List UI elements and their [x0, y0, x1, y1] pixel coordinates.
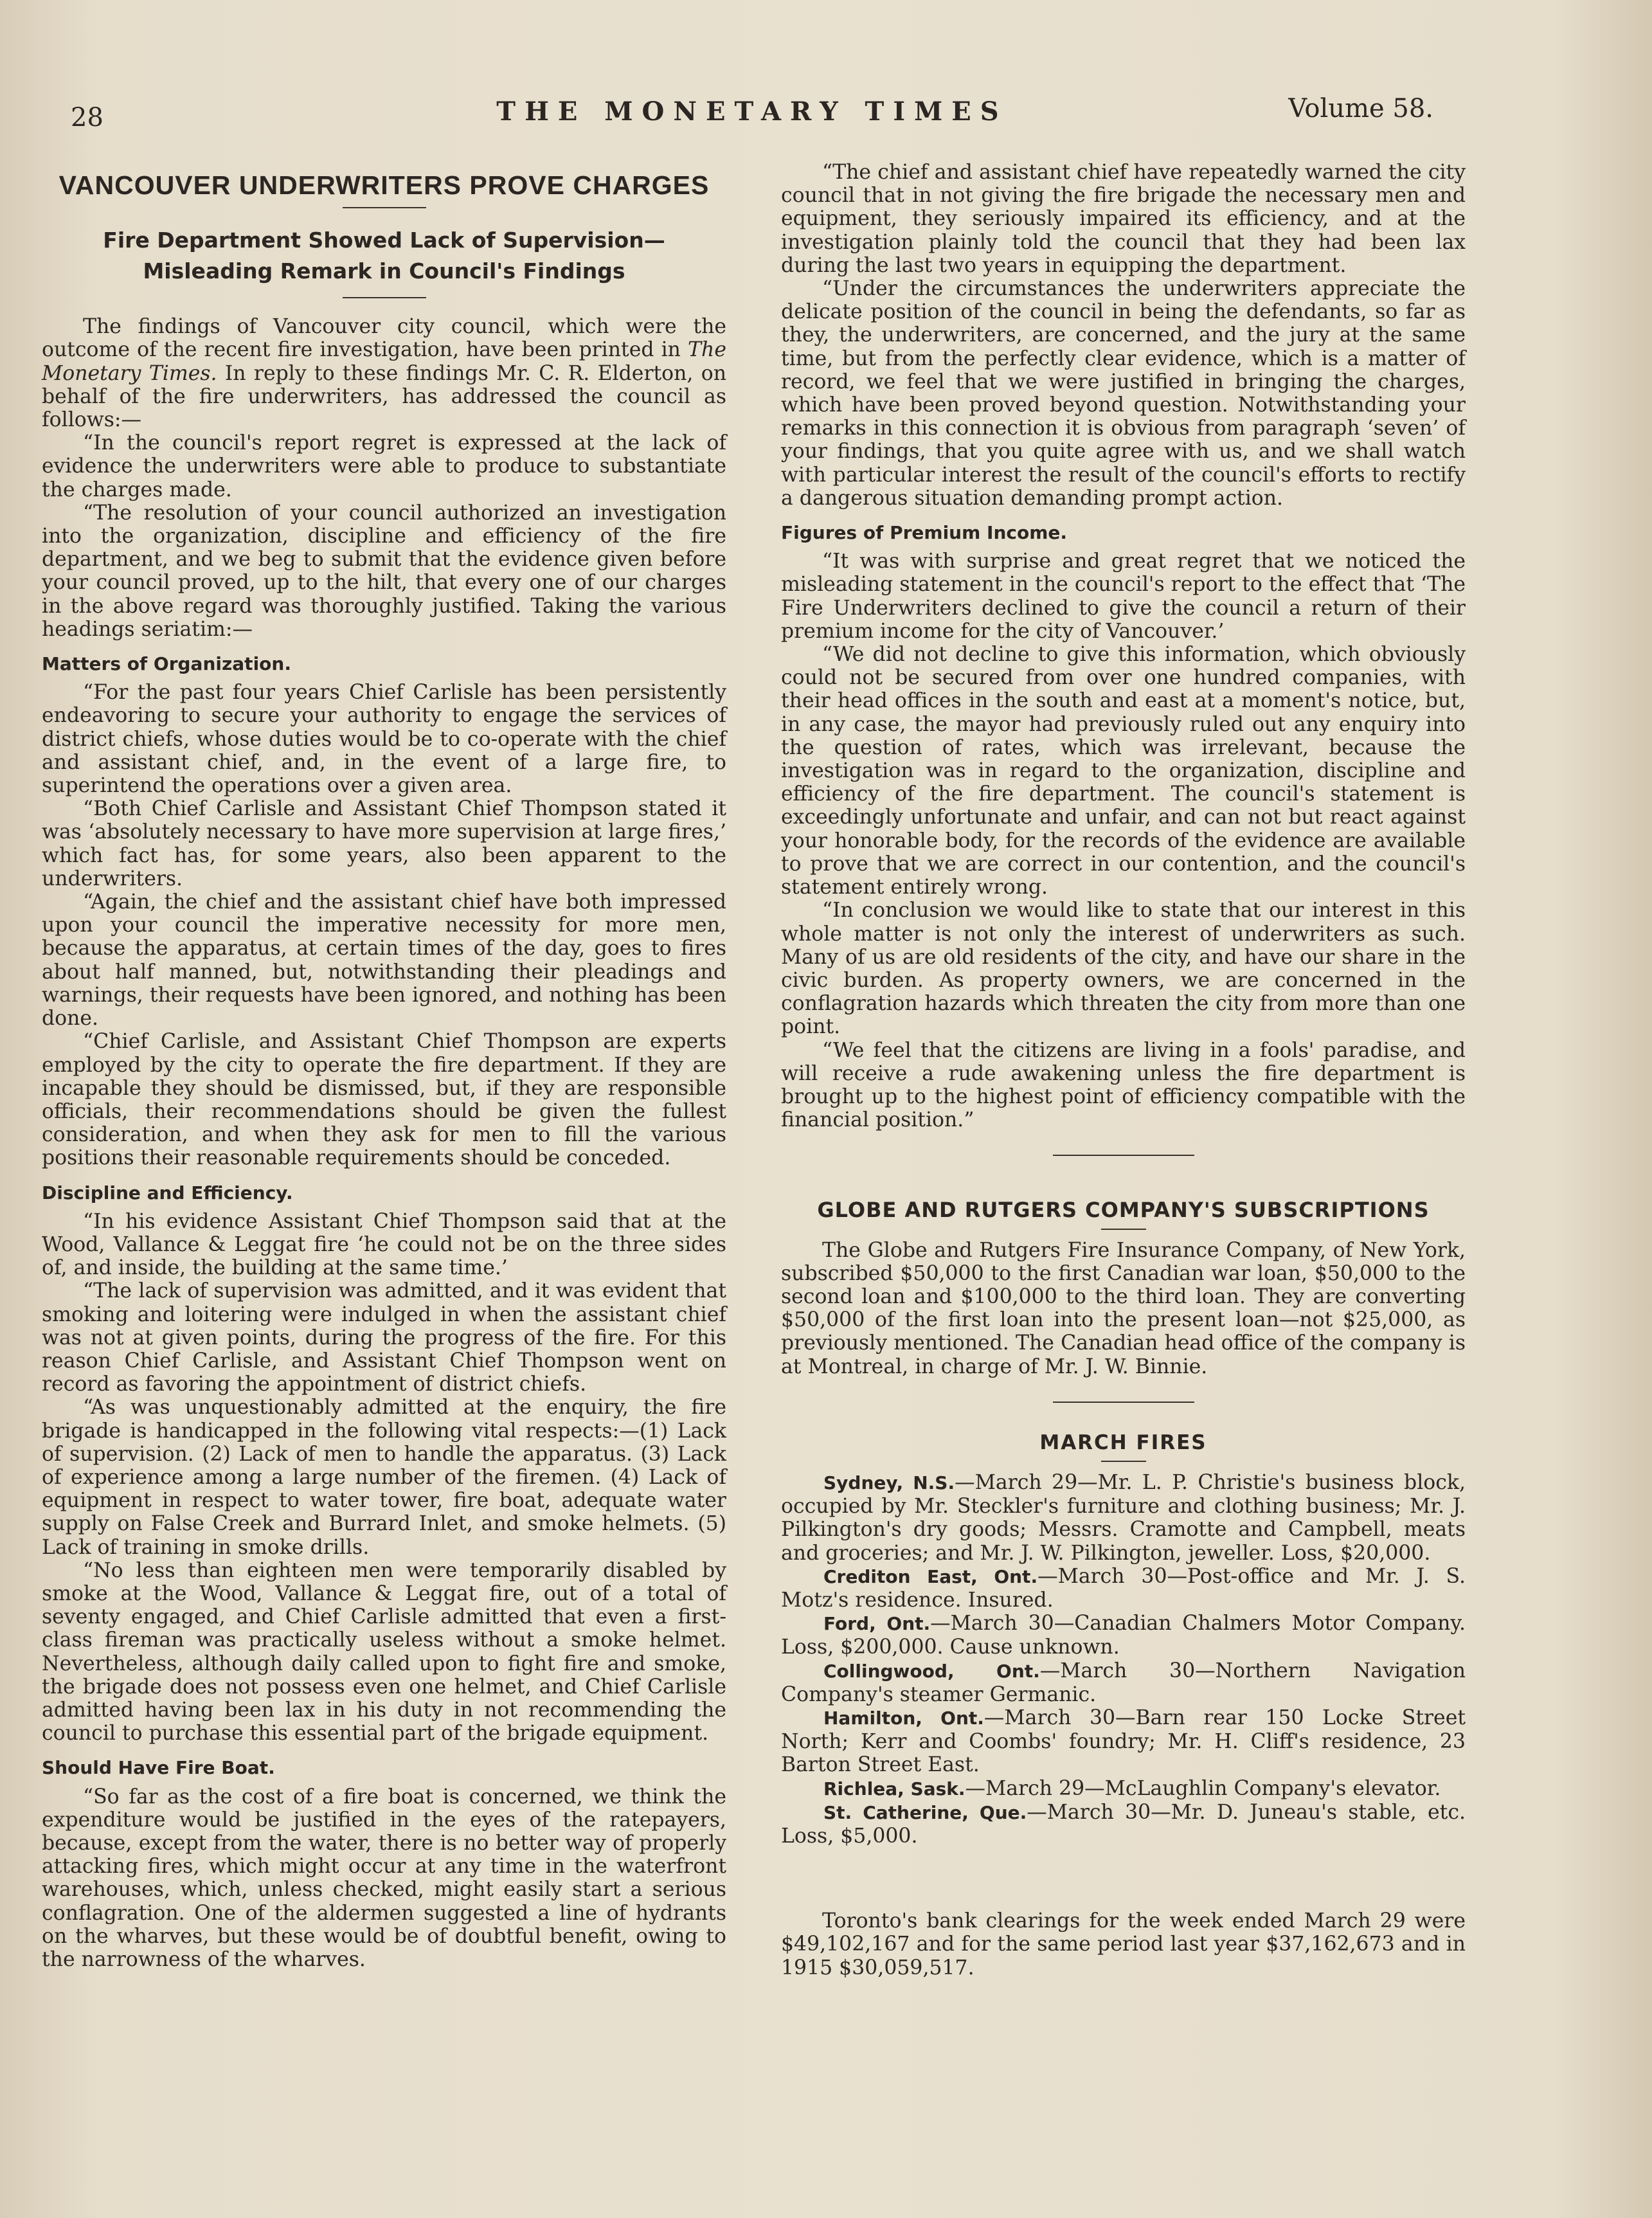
- publication-ref: The Monetary Times.: [42, 338, 726, 385]
- paragraph: “No less than eighteen men were temporarily disabled by smoke at the Wood, Vallance & Leggat fire, out of a total of seventy engaged, and Chief Carlisle admitted that even a first-class fireman was practically useless without a smoke helmet. Nevertheless, although daily called upon to fight fire and smoke, the brigade does not possess even one helmet, and Chief Carlisle admitted having been lax in his duty in not recommending the council to purchase this essential part of the brigade equipment.: [42, 1558, 726, 1745]
- fire-place: Richlea, Sask.: [823, 1778, 965, 1799]
- list-item: Richlea, Sask.—March 29—McLaughlin Company's elevator.: [823, 1776, 1441, 1800]
- page-header: [71, 90, 1433, 141]
- paragraph: “So far as the cost of a fire boat is concerned, we think the expenditure would be justified in the eyes of the ratepayers, because, except from the water, there is no better way of properly attacking fires, which might occur at any time in the waterfront warehouses, which, unless checked, might easily start a serious conflagration. One of the aldermen suggested a line of hydrants on the wharves, but these would be of doubtful benefit, owing to the narrowness of the wharves.: [42, 1785, 726, 1972]
- paragraph: “The chief and assistant chief have repeatedly warned the city council that in not giving the fire brigade the necessary men and equipment, they seriously impaired its efficiency, and at the investigation plainly told the council that they had been lax during the last two years in equipping the department.: [781, 161, 1466, 277]
- list-item: Hamilton, Ont.—March 30—Barn rear 150 Locke Street North; Kerr and Coombs' foundry; Mr. H. Cliff's residence, 23 Barton Street East.: [781, 1706, 1466, 1777]
- article-title: GLOBE AND RUTGERS COMPANY'S SUBSCRIPTIONS: [817, 1198, 1430, 1223]
- right-column: [781, 161, 1466, 1979]
- fire-place: Hamilton, Ont.: [823, 1707, 984, 1729]
- section-heading: Discipline and Efficiency.: [42, 1182, 293, 1204]
- paragraph: “The resolution of your council authorized an investigation into the organization, discipline and efficiency of the fire department, and we beg to submit that the evidence given before your council proved, up to the hilt, that every one of our charges in the above regard was thoroughly justified. Taking the various headings seriatim:—: [42, 501, 726, 641]
- fire-place: St. Catherine, Que.: [823, 1801, 1027, 1823]
- fire-list: [781, 1471, 1466, 1848]
- paragraph: “In conclusion we would like to state that our interest in this whole matter is not only the interest of underwriters as such. Many of us are old residents of the city, and have our share in the civic burden. As property owners, we are concerned in the conflagration hazards which threaten the city from more than one point.: [781, 899, 1466, 1039]
- paragraph: “As was unquestionably admitted at the enquiry, the fire brigade is handicapped in the following vital respects:—(1) Lack of supervision. (2) Lack of men to handle the apparatus. (3) Lack of experience among a large number of the firemen. (4) Lack of equipment in respect to water tower, fire boat, adequate water supply on False Creek and Burrard Inlet, and smoke helmets. (5) Lack of training in smoke drills.: [42, 1396, 726, 1559]
- paragraph: “The lack of supervision was admitted, and it was evident that smoking and loitering were indulged in when the assistant chief was not at given points, during the progress of the fire. For this reason Chief Carlisle, and Assistant Chief Thompson went on record as favoring the appointment of district chiefs.: [42, 1279, 726, 1396]
- divider: [343, 297, 426, 298]
- fire-place: Ford, Ont.: [823, 1613, 931, 1635]
- left-column: [42, 161, 726, 1971]
- divider: [1101, 1229, 1146, 1230]
- divider: [1053, 1155, 1194, 1156]
- list-item: Collingwood, Ont.—March 30—Northern Navigation Company's steamer Germanic.: [781, 1659, 1466, 1706]
- paragraph: “In the council's report regret is expressed at the lack of evidence the underwriters were able to produce to substantiate the charges made.: [42, 431, 726, 501]
- fire-place: Collingwood, Ont.: [823, 1660, 1040, 1682]
- divider: [343, 207, 426, 208]
- volume-label: Volume 58.: [1288, 94, 1433, 123]
- fire-place: Sydney, N.S.: [823, 1472, 955, 1493]
- paragraph: “We feel that the citizens are living in a fools' paradise, and will receive a rude awakening unless the fire department is brought up to the highest point of efficiency compatible with the financial position.”: [781, 1038, 1466, 1132]
- article-subtitle: Fire Department Showed Lack of Supervision—Misleading Remark in Council's Findings: [103, 228, 665, 284]
- paragraph: “Again, the chief and the assistant chief have both impressed upon your council the imperative necessity for more men, because the apparatus, at certain times of the day, goes to fires about half manned, but, notwithstanding their pleadings and warnings, their requests have been ignored, and nothing has been done.: [42, 890, 726, 1031]
- divider: [1101, 1461, 1146, 1462]
- article-title: VANCOUVER UNDERWRITERS PROVE CHARGES: [58, 170, 710, 200]
- paragraph: “We did not decline to give this information, which obviously could not be secured from over one hundred companies, with their head offices in the south and east at a moment's notice, but, in any case, the mayor had previously ruled out any enquiry into the question of rates, which was irrelevant, because the investigation was in regard to the organization, discipline and efficiency of the fire department. The council's statement is exceedingly unfortunate and unfair, and can not but react against your honorable body, for the records of the evidence are available to prove that we are correct in our contention, and the council's statement entirely wrong.: [781, 643, 1466, 899]
- paragraph: The Globe and Rutgers Fire Insurance Company, of New York, subscribed $50,000 to the first Canadian war loan, $50,000 to the second loan and $100,000 to the third loan. They are converting $50,000 of the first loan into the present loan—not $25,000, as previously mentioned. The Canadian head office of the company is at Montreal, in charge of Mr. J. W. Binnie.: [781, 1238, 1466, 1378]
- paragraph: Toronto's bank clearings for the week ended March 29 were $49,102,167 and for the same period last year $37,162,673 and in 1915 $30,059,517.: [781, 1909, 1466, 1979]
- spacer: [781, 1848, 1466, 1909]
- list-item: St. Catherine, Que.—March 30—Mr. D. Juneau's stable, etc. Loss, $5,000.: [781, 1800, 1466, 1848]
- list-item: Crediton East, Ont.—March 30—Post-office and Mr. J. S. Motz's residence. Insured.: [781, 1564, 1466, 1612]
- divider: [1053, 1402, 1194, 1403]
- publication-name: THE MONETARY TIMES: [496, 96, 1008, 127]
- fire-place: Crediton East, Ont.: [823, 1565, 1038, 1587]
- paragraph: “For the past four years Chief Carlisle has been persistently endeavoring to secure your authority to engage the services of district chiefs, whose duties would be to co-operate with the chief and assistant chief, and, in the event of a large fire, to superintend the operations over a given area.: [42, 681, 726, 798]
- list-item: Ford, Ont.—March 30—Canadian Chalmers Motor Company. Loss, $200,000. Cause unknown.: [781, 1612, 1466, 1659]
- paragraph: “In his evidence Assistant Chief Thompson said that at the Wood, Vallance & Leggat fire ‘he could not be on the three sides of, and inside, the building at the same time.’: [42, 1209, 726, 1280]
- paragraph: “Both Chief Carlisle and Assistant Chief Thompson stated it was ‘absolutely necessary to have more supervision at large fires,’ which fact has, for some years, also been apparent to the underwriters.: [42, 797, 726, 890]
- paragraph: “Chief Carlisle, and Assistant Chief Thompson are experts employed by the city to operate the fire department. If they are incapable they should be dismissed, but, if they are responsible officials, their recommendations should be given the fullest consideration, and when they ask for men to fill the various positions their reasonable requirements should be conceded.: [42, 1030, 726, 1170]
- section-heading: Matters of Organization.: [42, 653, 291, 675]
- paragraph: “Under the circumstances the underwriters appreciate the delicate position of the council in being the defendants, so far as they, the underwriters, are concerned, and the jury at the same time, but from the perfectly clear evidence, which is a matter of record, we feel that we were justified in bringing the charges, which have been proved beyond question. Notwithstanding your remarks in this connection it is obvious from paragraph ‘seven’ of your findings, that you quite agree with us, and we shall watch with particular interest the result of the council's efforts to rectify a dangerous situation demanding prompt action.: [781, 277, 1466, 510]
- paragraph: “It was with surprise and great regret that we noticed the misleading statement in the council's report to the effect that ‘The Fire Underwriters declined to give the council a return of their premium income for the city of Vancouver.’: [781, 550, 1466, 643]
- article-title: MARCH FIRES: [1039, 1430, 1207, 1454]
- page-number: 28: [71, 103, 103, 132]
- paragraph: The findings of Vancouver city council, which were the outcome of the recent fire investigation, have been printed in The Monetary Times. In reply to these findings Mr. C. R. Elderton, on behalf of the fire underwriters, has addressed the council as follows:—: [42, 315, 726, 432]
- section-heading: Should Have Fire Boat.: [42, 1757, 275, 1779]
- section-heading: Figures of Premium Income.: [781, 522, 1068, 544]
- list-item: Sydney, N.S.—March 29—Mr. L. P. Christie's business block, occupied by Mr. Steckler's furniture and clothing business; Mr. J. Pilkington's dry goods; Messrs. Cramotte and Campbell, meats and groceries; and Mr. J. W. Pilkington, jeweller. Loss, $20,000.: [781, 1470, 1466, 1565]
